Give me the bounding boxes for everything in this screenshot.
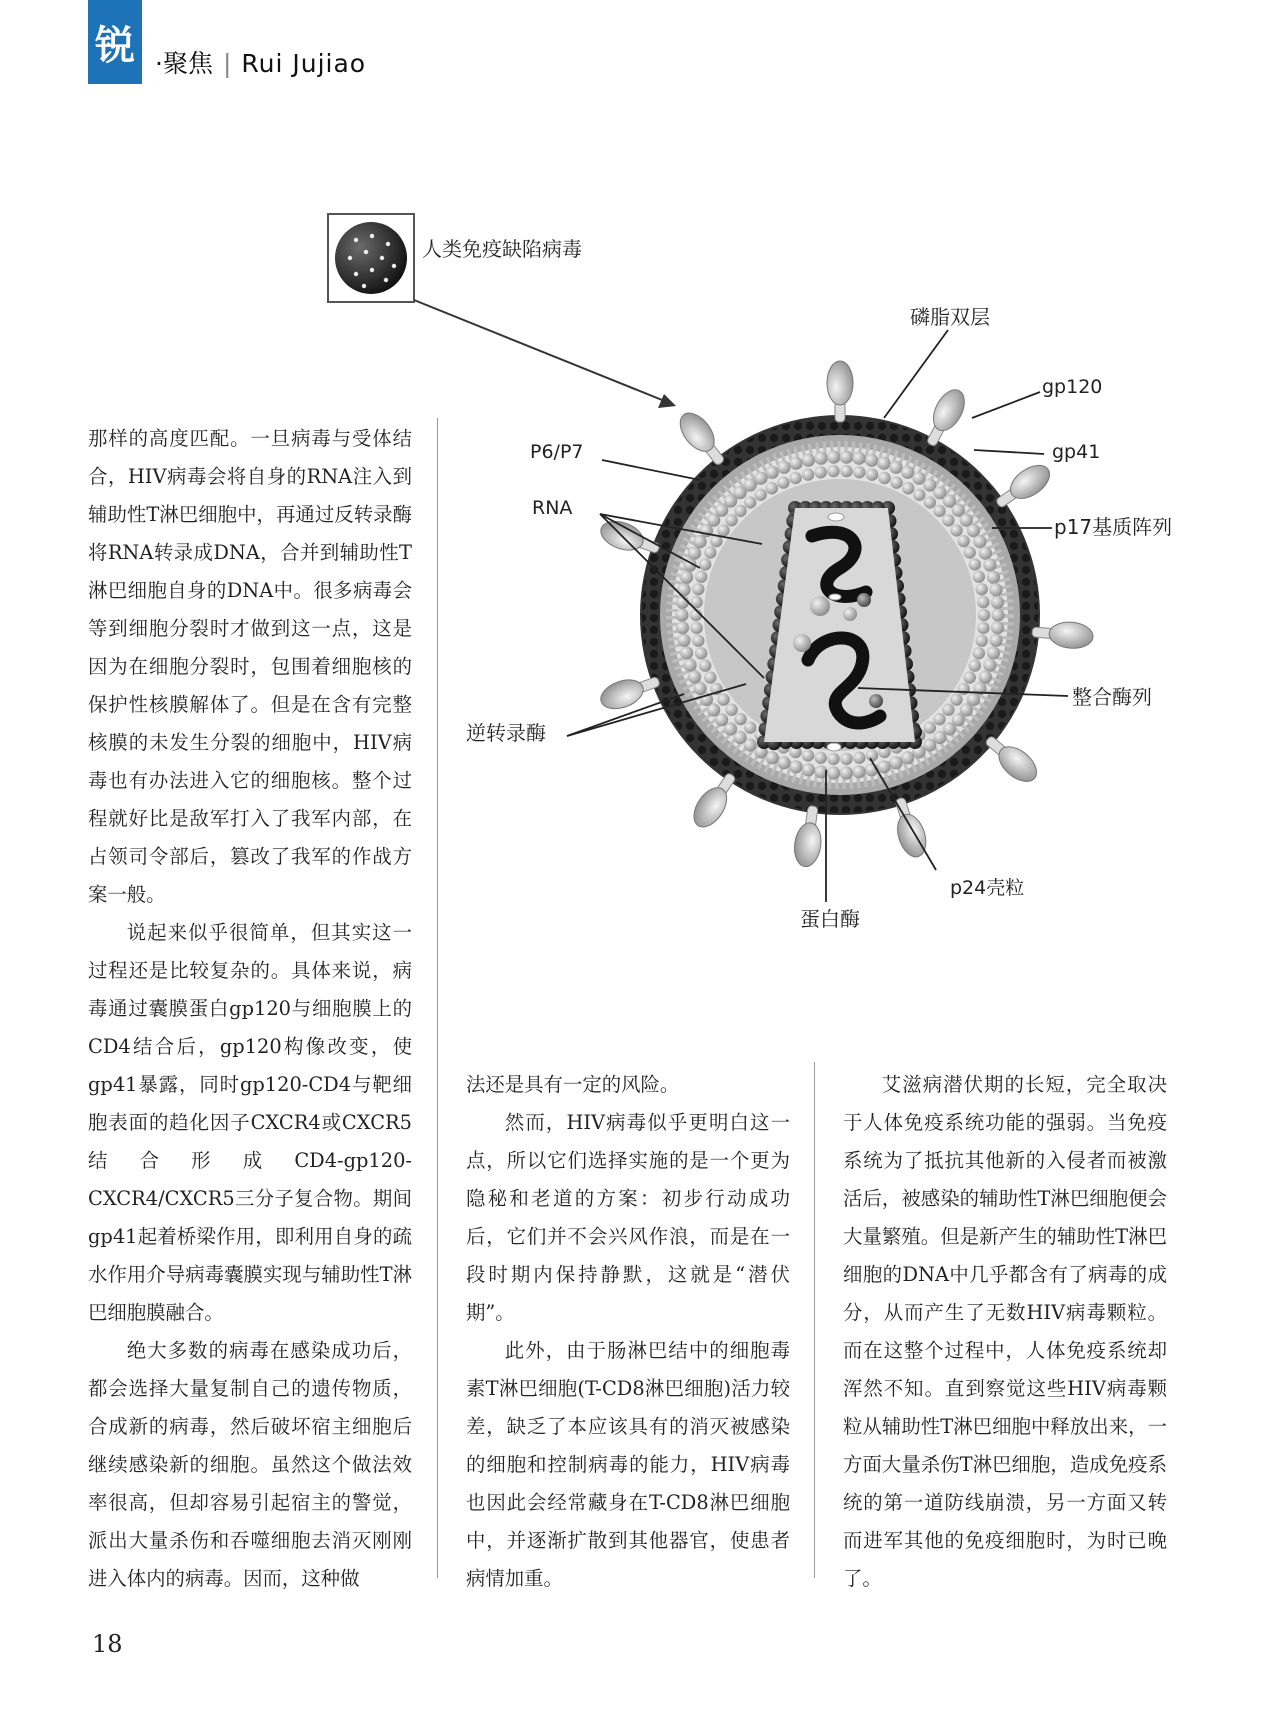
bead (924, 496, 936, 508)
bead (789, 760, 802, 773)
bead (987, 571, 1000, 584)
bead (699, 558, 711, 570)
bead (969, 558, 981, 570)
spike (827, 361, 853, 422)
spike (673, 407, 725, 466)
bead (902, 482, 914, 494)
paragraph: 那样的高度匹配。一旦病毒与受体结合，HIV病毒会将自身的RNA注入到辅助性T淋巴细胞中，再通过反转录酶将RNA转录成DNA，合并到辅助性T淋巴细胞自身的DNA中。很多病毒会等到细胞分裂时才做到这一点，这是因为在细胞分裂时，包围着细胞核的保护性核膜解体了。但是在含有完整核膜的未发生分裂的细胞中，HIV病毒也有办法进入它的细胞核。整个过程就好比是敌军打入了我军内部，在占领司令部后，篡改了我军的作战方案一般。 (88, 427, 412, 906)
bead (878, 472, 890, 484)
bead (684, 658, 697, 671)
header-logo: 锐 (88, 0, 142, 84)
bead (989, 634, 1002, 647)
bead (890, 476, 902, 488)
paragraph: 艾滋病潜伏期的长短，完全取决于人体免疫系统功能的强弱。当免疫系统为了抵抗其他新的入侵者而被激活后，被感染的辅助性T淋巴细胞便会大量繁殖。但是新产生的辅助性T淋巴细胞的DNA中几乎都含有了病毒的成分，从而产生了无数HIV病毒颗粒。而在这整个过程中，人体免疫系统却浑然不知。直到察觉这些HIV病毒颗粒从辅助性T淋巴细胞中释放出来，一方面大量杀伤T淋巴细胞，造成免疫系统的第一道防线崩溃，另一方面又转而进军其他的免疫细胞时，为时已晚了。 (843, 1073, 1167, 1590)
bead (852, 452, 865, 465)
bead (967, 524, 980, 537)
text-column-2 (466, 1066, 790, 1598)
label-protease: 蛋白酶 (800, 907, 860, 931)
bead (976, 635, 988, 647)
label-gp120: gp120 (1042, 376, 1103, 398)
bead (877, 457, 890, 470)
header-separator: | (222, 49, 232, 78)
bead (725, 704, 737, 716)
bead (987, 646, 1000, 659)
text-column-3 (843, 1066, 1167, 1598)
bead (942, 704, 954, 716)
spike (597, 675, 661, 714)
brand-name: Rui Jujiao (241, 49, 367, 78)
paragraph: 此外，由于肠淋巴结中的细胞毒素T淋巴细胞(T-CD8淋巴细胞)活力较差，缺乏了本应该具有的消灭被感染的细胞和控制病毒的能力，HIV病毒也因此会经常藏身在T-CD8淋巴细胞中，并逐渐扩散到其他器官，使患者病情加重。 (466, 1339, 790, 1590)
hiv-virion (597, 361, 1094, 868)
spike (687, 772, 736, 833)
label-gp41: gp41 (1052, 441, 1101, 463)
bead (688, 670, 701, 683)
bead (695, 647, 707, 659)
bead (827, 451, 840, 464)
bead (976, 583, 988, 595)
bead (766, 482, 778, 494)
spike (985, 735, 1043, 788)
bead (889, 756, 902, 769)
bead (814, 452, 827, 465)
header-title (155, 44, 366, 80)
bead (802, 763, 815, 776)
bead (815, 752, 827, 764)
paragraph: 法还是具有一定的风险。 (466, 1073, 680, 1096)
bead (983, 658, 996, 671)
bead (901, 466, 914, 479)
bead (815, 466, 827, 478)
bead (877, 760, 890, 773)
bead (766, 751, 779, 764)
page-number: 18 (92, 1630, 123, 1658)
bead (734, 505, 746, 517)
bead (924, 721, 936, 733)
bead (977, 596, 989, 608)
label-p6p7: P6/P7 (530, 441, 584, 463)
bead (699, 659, 711, 671)
bead (950, 693, 962, 705)
bead (865, 454, 878, 467)
paragraph: 说起来似乎很简单，但其实这一过程还是比较复杂的。具体来说，病毒通过囊膜蛋白gp120与细胞膜上的CD4结合后，gp120构像改变，使gp41暴露，同时gp120-CD4与靶细胞表面的趋化因子CXCR4或CXCR5结合形成CD4-gp120-CXCR4/CXCR5三分子复合物。期间gp41起着桥梁作用，即利用自身的疏水作用介导病毒囊膜实现与辅助性T淋巴细胞膜融合。 (88, 921, 412, 1324)
bead (957, 535, 969, 547)
column-rule (437, 418, 438, 1578)
bead (913, 489, 925, 501)
bead (827, 753, 839, 765)
bead (978, 609, 990, 621)
bead (977, 622, 989, 634)
spike (995, 459, 1055, 509)
bead (777, 756, 790, 769)
bead (979, 547, 992, 560)
bead (688, 547, 701, 560)
bead (676, 621, 689, 634)
bead (827, 465, 839, 477)
bead (704, 671, 716, 683)
paragraph: 然而，HIV病毒似乎更明白这一点，所以它们选择实施的是一个更为隐秘和老道的方案：初步行动成功后，它们并不会兴风作浪，而是在一段时期内保持静默，这就是“潜伏期”。 (466, 1111, 790, 1324)
column-rule (814, 1062, 815, 1578)
bead (964, 546, 976, 558)
bead (690, 622, 702, 634)
label-phospholipid: 磷脂双层 (910, 305, 990, 329)
bead (777, 476, 789, 488)
bead (677, 634, 690, 647)
bead (802, 468, 814, 480)
bead (680, 646, 693, 659)
bead (717, 524, 729, 536)
bead (942, 514, 954, 526)
bead (852, 765, 865, 778)
spike (1032, 620, 1094, 650)
bead (973, 647, 985, 659)
bead (973, 535, 986, 548)
label-rna: RNA (532, 497, 573, 519)
bead (901, 751, 914, 764)
bead (979, 670, 992, 683)
bead (725, 514, 737, 526)
bead (853, 466, 865, 478)
spike (597, 516, 661, 555)
text-column-1b (88, 914, 412, 1598)
bead (991, 596, 1004, 609)
hiv-structure-figure (300, 200, 1240, 960)
bead (957, 683, 969, 695)
bead (991, 608, 1004, 621)
bead (694, 535, 707, 548)
label-reverse-transcriptase: 逆转录酶 (466, 721, 546, 745)
bead (866, 468, 878, 480)
bead (969, 659, 981, 671)
bead (692, 635, 704, 647)
bead (734, 713, 746, 725)
bead (802, 454, 815, 467)
bead (989, 583, 1002, 596)
bead (973, 571, 985, 583)
label-integrase: 整合酶列 (1072, 685, 1152, 709)
label-p17: p17基质阵列 (1054, 515, 1173, 539)
bead (853, 752, 865, 764)
bead (802, 749, 814, 761)
bead (789, 472, 801, 484)
paragraph: 绝大多数的病毒在感染成功后，都会选择大量复制自己的遗传物质，合成新的病毒，然后破坏宿主细胞后继续感染新的细胞。虽然这个做法效率很高，但却容易引起宿主的警觉，派出大量杀伤和吞噬细胞去消灭刚刚进入体内的病毒。因而，这种做 (88, 1339, 412, 1590)
bead (933, 505, 945, 517)
label-p24: p24壳粒 (950, 877, 1025, 899)
label-hiv: 人类免疫缺陷病毒 (422, 237, 582, 261)
bead (766, 466, 779, 479)
bead (680, 571, 693, 584)
bead (744, 496, 756, 508)
bead (675, 608, 688, 621)
spike (792, 805, 824, 868)
bead (827, 766, 840, 779)
bead (789, 457, 802, 470)
bead (991, 621, 1004, 634)
inset-virus (328, 214, 414, 302)
bead (933, 713, 945, 725)
bead (840, 753, 852, 765)
bead (717, 693, 729, 705)
bead (840, 465, 852, 477)
section-name: ·聚焦 (155, 49, 213, 78)
bead (695, 571, 707, 583)
bead (694, 682, 707, 695)
spike (926, 385, 971, 447)
bead (777, 461, 790, 474)
bead (840, 451, 853, 464)
bead (754, 472, 767, 485)
bead (704, 546, 716, 558)
bead (983, 558, 996, 571)
text-column-1a (88, 420, 412, 914)
bead (964, 671, 976, 683)
bead (889, 461, 902, 474)
bead (744, 721, 756, 733)
bead (755, 489, 767, 501)
bead (840, 766, 853, 779)
bead (950, 524, 962, 536)
bead (692, 583, 704, 595)
